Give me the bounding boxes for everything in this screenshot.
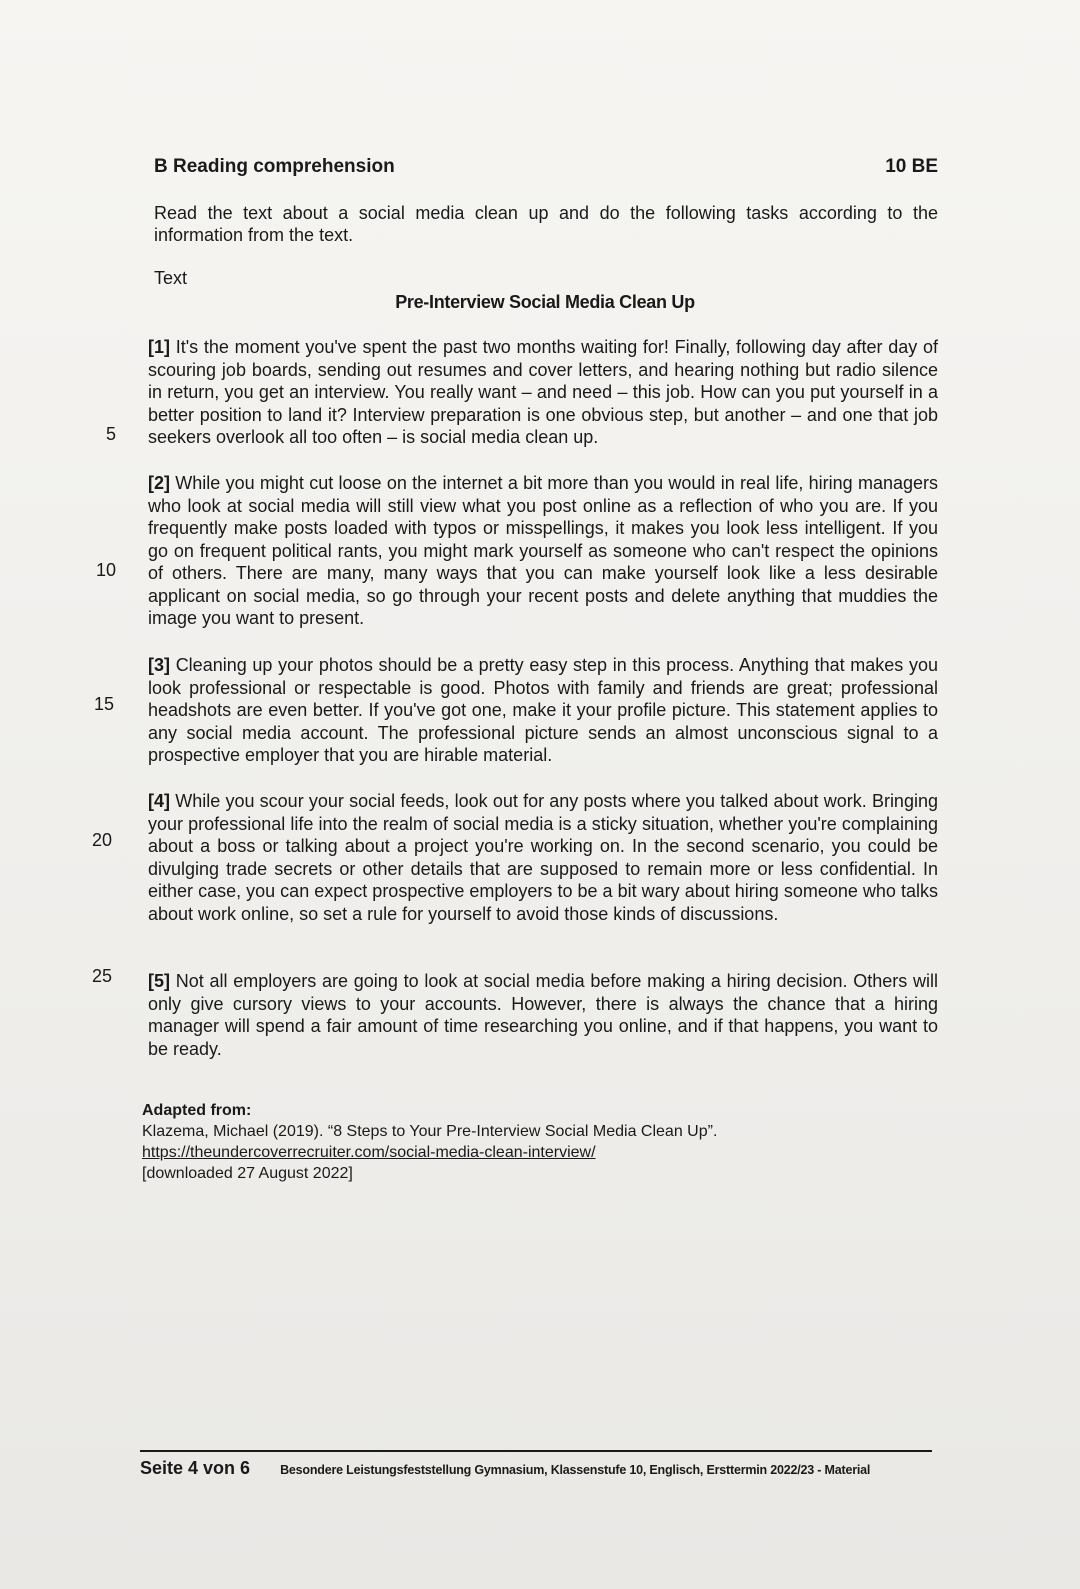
task-instructions: Read the text about a social media clean up and do the following tasks according to the information from the text. [154,203,938,245]
line-number: 5 [105,424,116,444]
source-citation [142,1100,922,1184]
paragraph-1 [148,336,938,449]
line-number: 25 [91,966,112,986]
source-reference: Klazema, Michael (2019). “8 Steps to Your Pre-Interview Social Media Clean Up”. [142,1123,718,1140]
line-number: 15 [93,694,114,714]
paragraph-text: While you might cut loose on the internet a bit more than you would in real life, hiring managers who look at social media will still view what you post online as a reflection of who you are. If you frequently make posts loaded with typos or misspellings, it makes you look less intelligent. If you go on frequent political rants, you might mark yourself as someone who can't respect the opinions of others. There are many, many ways that you can make yourself look like a less desirable applicant on social media, so go through your recent posts and delete anything that muddies the image you want to present. [148,473,938,628]
footer-divider [140,1450,932,1452]
source-heading: Adapted from: [142,1102,252,1119]
line-number: 20 [91,830,112,850]
page-number: Seite 4 von 6 [140,1458,251,1478]
paragraph-3 [148,654,938,767]
paragraph-number: [4] [148,791,170,811]
paragraph-4 [148,790,938,925]
paragraph-text: Cleaning up your photos should be a pretty easy step in this process. Anything that makes you look professional or respectable is good. Photos with family and friends are great; professional headshots are even better. If you've got one, make it your profile picture. This statement applies to any social media account. The professional picture sends an almost unconscious signal to a prospective employer that you are hirable material. [148,655,938,765]
paragraph-5 [148,970,938,1060]
paragraph-number: [1] [148,337,170,357]
paragraph-number: [5] [148,971,170,991]
article-title: Pre-Interview Social Media Clean Up [395,292,695,312]
paragraph-2 [148,472,938,630]
page-footer [140,1458,932,1479]
paragraph-text: Not all employers are going to look at social media before making a hiring decision. Others will only give cursory views to your accounts. However, there is always the chance that a hiring manager will spend a fair amount of time researching you online, and if that happens, you want to be ready. [148,971,938,1059]
paragraph-text: It's the moment you've spent the past two months waiting for! Finally, following day after day of scouring job boards, sending out resumes and cover letters, and hearing nothing but radio silence in return, you get an interview. You really want – and need – this job. How can you put yourself in a better position to land it? Interview preparation is one obvious step, but another – and one that job seekers overlook all too often – is social media clean up. [148,337,938,447]
section-points: 10 BE [885,156,938,177]
footer-text: Besondere Leistungsfeststellung Gymnasium, Klassenstufe 10, Englisch, Ersttermin 2022/23 - Material [280,1463,871,1477]
download-date: [downloaded 27 August 2022] [142,1165,353,1182]
paragraph-number: [3] [148,655,170,675]
text-label: Text [154,268,188,288]
section-title: B Reading comprehension [154,156,395,177]
section-header [154,156,938,178]
paragraph-text: While you scour your social feeds, look out for any posts where you talked about work. Bringing your professional life into the realm of social media is a sticky situation, whether you're complaining about a boss or talking about a project you're working on. In the second scenario, you could be divulging trade secrets or other details that are supposed to remain more or less confidential. In either case, you can expect prospective employers to be a bit wary about hiring someone who talks about work online, so set a rule for yourself to avoid those kinds of discussions. [148,791,938,924]
paragraph-number: [2] [148,473,170,493]
line-number: 10 [95,560,116,580]
source-url-link[interactable]: https://theundercoverrecruiter.com/social-media-clean-interview/ [142,1144,596,1161]
